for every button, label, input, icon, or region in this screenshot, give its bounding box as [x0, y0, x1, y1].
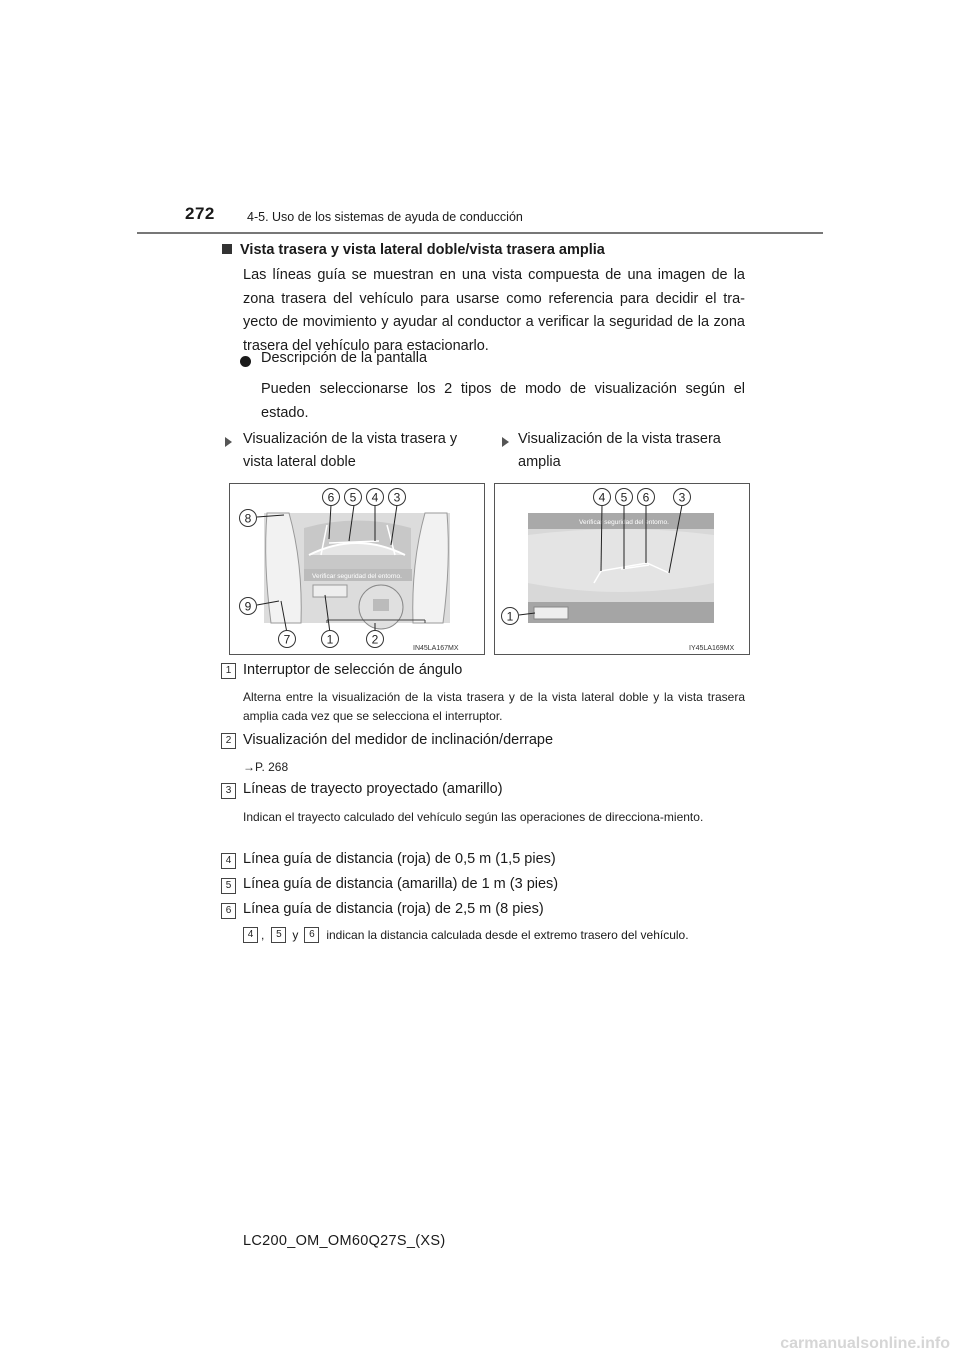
item-title-1: Interruptor de selección de ángulo	[243, 662, 463, 678]
note-number-5: 5	[271, 927, 286, 943]
bullet-label: Descripción de la pantalla	[261, 350, 428, 366]
item-title-5: Línea guía de distancia (amarilla) de 1 m (3 pies)	[243, 876, 559, 892]
note-text: indican la distancia calculada desde el extremo trasero del vehículo.	[326, 928, 689, 942]
callout-7: 7	[283, 632, 291, 647]
item-number-1: 1	[221, 663, 236, 679]
item-number-2: 2	[221, 733, 236, 749]
note-separator: ,	[261, 928, 265, 942]
angle-switch	[313, 585, 347, 597]
item-desc-3: Indican el trayecto calculado del vehículo según las operaciones de direcciona-miento.	[243, 810, 704, 824]
watermark: carmanualsonline.info	[780, 1335, 950, 1352]
left-caption: Visualización de la vista trasera y vista lateral doble	[243, 431, 458, 470]
item-number-3: 3	[221, 783, 236, 799]
note-number-6: 6	[304, 927, 319, 943]
callout-5: 5	[620, 490, 628, 505]
heading	[222, 242, 605, 258]
callout-1: 1	[506, 609, 514, 624]
bullet-text: Pueden seleccionarse los 2 tipos de modo de visualización según el estado.	[261, 381, 745, 421]
angle-switch	[534, 607, 568, 619]
footer-code: LC200_OM_OM60Q27S_(XS)	[243, 1233, 446, 1249]
callout-8: 8	[244, 511, 252, 526]
section-title: 4-5. Uso de los sistemas de ayuda de conducción	[247, 210, 523, 224]
wide-rear-view	[528, 529, 714, 592]
callout-1: 1	[326, 632, 334, 647]
right-caption: Visualización de la vista trasera amplia	[518, 431, 721, 470]
triangle-bullet-icon	[502, 437, 509, 447]
callout-5: 5	[349, 490, 357, 505]
callout-4: 4	[371, 490, 379, 505]
left-figure-code: IN45LA167MX	[413, 645, 459, 652]
item-number-6: 6	[221, 903, 236, 919]
item-number-4: 4	[221, 853, 236, 869]
item-title-6: Línea guía de distancia (roja) de 2,5 m (8 pies)	[243, 901, 544, 917]
note-conjunction: y	[292, 928, 299, 942]
item-title-4: Línea guía de distancia (roja) de 0,5 m (1,5 pies)	[243, 851, 556, 867]
item-title-3: Líneas de trayecto proyectado (amarillo)	[243, 781, 503, 797]
intro-paragraph: Las líneas guía se muestran en una vista compuesta de una imagen de la zona trasera del vehículo para usarse como referencia para decidir el tra-yecto de movimiento y ayudar al conductor a verificar la seguridad de la zona trasera del vehículo para estacionarlo.	[243, 267, 745, 354]
header-rule	[137, 232, 823, 234]
triangle-bullet-icon	[225, 437, 232, 447]
item-title-2: Visualización del medidor de inclinación/derrape	[243, 732, 554, 748]
item-number-5: 5	[221, 878, 236, 894]
callout-6: 6	[642, 490, 650, 505]
round-bullet-icon	[240, 356, 251, 367]
page-number: 272	[185, 204, 215, 223]
callout-3: 3	[678, 490, 686, 505]
item-desc-2: →P. 268	[243, 760, 289, 774]
square-bullet-icon	[222, 244, 232, 254]
right-panel	[495, 484, 750, 655]
callout-3: 3	[393, 490, 401, 505]
note-line	[243, 927, 689, 943]
item-desc-1: Alterna entre la visualización de la vista trasera y de la vista lateral doble y la vista trasera amplia cada vez que se selecciona el interruptor.	[243, 690, 745, 723]
callout-4: 4	[598, 490, 606, 505]
left-panel	[230, 484, 485, 655]
callout-9: 9	[244, 599, 252, 614]
left-screen-message: Verificar seguridad del entorno.	[312, 573, 402, 580]
callout-2: 2	[371, 632, 379, 647]
callout-6: 6	[327, 490, 335, 505]
camera-display-figure	[229, 483, 750, 655]
heading-text: Vista trasera y vista lateral doble/vista trasera amplia	[240, 242, 605, 258]
note-number-4: 4	[243, 927, 258, 943]
right-figure-code: IY45LA169MX	[689, 645, 735, 652]
right-screen-message: Verificar seguridad del entorno.	[579, 519, 669, 526]
